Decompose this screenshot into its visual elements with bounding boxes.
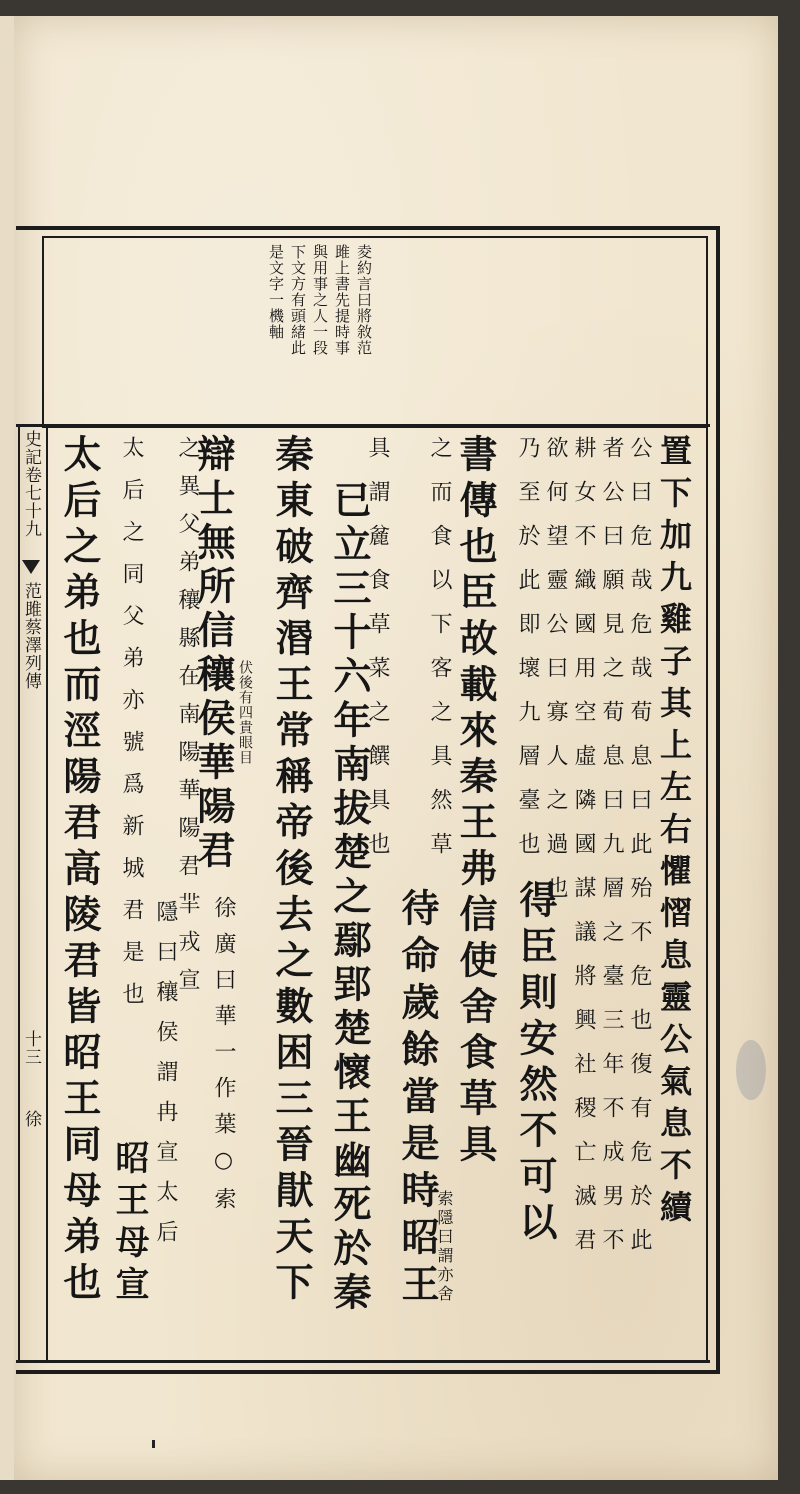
headnote-line-4: 下文方有頭緒此 xyxy=(289,244,307,356)
text-block-bottom-rule xyxy=(16,1360,710,1363)
headnote-line-5: 是文字一機軸 xyxy=(267,244,285,340)
text-column-14a: 太后之同父弟亦號爲新城君是也 xyxy=(119,436,144,1024)
text-column-7: 書傳也臣故載來秦王弗信使舍食草具 xyxy=(453,434,498,1170)
headnote-line-1: 夌約言曰將敘范 xyxy=(355,244,373,356)
text-column-5: 欲何望靈公曰寡人之過也 xyxy=(543,436,568,920)
text-column-13b: 隱曰穰侯謂冉宣太后 xyxy=(153,900,178,1260)
fold-marker: 徐 xyxy=(21,1110,41,1128)
text-column-10: 已立三十六年南拔楚之鄢郢楚懷王幽死於秦 xyxy=(327,480,372,1316)
text-column-13a: 之異父弟穰縣在南陽華陽君羋戎宣 xyxy=(175,436,200,1006)
text-column-6a: 乃至於此即壞九層臺也 xyxy=(515,436,540,876)
page-number: 十三 xyxy=(21,1030,41,1066)
book-spine-edge xyxy=(0,16,14,1480)
text-column-8a: 之而食以下客之具然草 xyxy=(427,436,452,876)
headnote-line-3: 與用事之人一段 xyxy=(311,244,329,356)
text-column-8b: 待命歲餘當是時昭王 xyxy=(395,888,440,1311)
text-column-6b: 得臣則安然不可以 xyxy=(513,880,558,1248)
text-column-1: 置下加九雞子其上左右懼慴息靈公氣息不續 xyxy=(655,434,693,1232)
text-column-4: 耕女不織國用空虛隣國謀議將興社稷亡滅君 xyxy=(571,436,596,1272)
text-column-14b: 昭王母宣 xyxy=(109,1140,149,1308)
text-block-top-rule xyxy=(16,424,710,427)
chapter-title: 范雎蔡澤列傳 xyxy=(21,582,41,690)
ink-smudge xyxy=(736,1040,766,1100)
text-column-7-note: 索隱曰謂亦舍 xyxy=(435,1190,454,1304)
text-column-12-inset: 伏後有四貴眼目 xyxy=(237,660,253,765)
text-column-12a: 辯士無所信穰侯華陽君 xyxy=(191,434,236,874)
text-column-12b: 徐廣曰華一作葉○索 xyxy=(211,896,236,1223)
text-column-15: 太后之弟也而涇陽君高陵君皆昭王同母弟也 xyxy=(57,434,102,1308)
upper-margin-box xyxy=(42,236,708,428)
fish-tail-ornament xyxy=(22,560,40,574)
ink-speck xyxy=(152,1440,155,1448)
text-column-3: 者公曰願見之荀息曰九層之臺三年不成男不 xyxy=(599,436,624,1272)
text-column-2: 公曰危哉危哉荀息曰此殆不危也復有危於此 xyxy=(627,436,652,1272)
book-title: 史記卷七十九 xyxy=(21,430,41,538)
text-column-9: 具謂麄食草菜之饌具也 xyxy=(365,436,390,876)
text-column-11: 秦東破齊湣王常稱帝後去之數困三晉猒天下 xyxy=(269,434,314,1308)
headnote-line-2: 雎上書先提時事 xyxy=(333,244,351,356)
